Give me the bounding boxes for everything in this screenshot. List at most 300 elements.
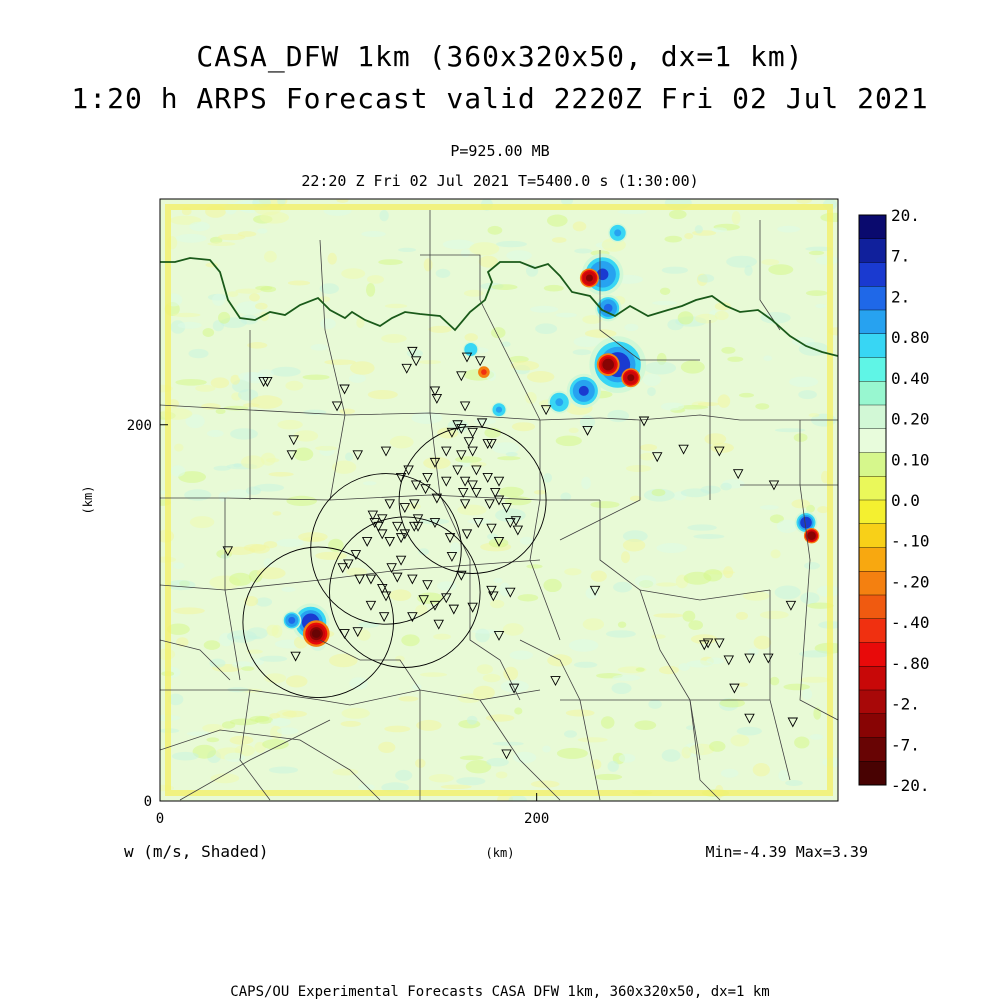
field-speckle [806, 290, 828, 296]
field-speckle [503, 623, 524, 636]
field-speckle [681, 360, 705, 373]
field-speckle [173, 562, 184, 569]
field-speckle [556, 436, 582, 447]
field-speckle [230, 428, 258, 439]
field-speckle [794, 433, 808, 442]
field-speckle [269, 767, 298, 774]
colorbar-label: 0.0 [891, 491, 920, 510]
field-speckle [214, 466, 231, 471]
field-speckle [659, 666, 679, 674]
field-speckle [755, 403, 769, 409]
colorbar-swatch [859, 761, 886, 785]
field-speckle [731, 735, 750, 747]
field-speckle [736, 612, 748, 620]
field-speckle [542, 746, 550, 753]
x-axis-label: (km) [485, 846, 515, 860]
field-speckle [754, 636, 772, 650]
field-speckle [623, 539, 645, 552]
field-speckle [506, 452, 518, 457]
updraft-cell [478, 366, 490, 378]
field-speckle [398, 696, 418, 701]
field-speckle [564, 730, 577, 737]
field-speckle [574, 336, 601, 347]
field-speckle [778, 770, 788, 781]
field-speckle [526, 564, 542, 568]
field-speckle [184, 489, 211, 500]
field-speckle [619, 754, 636, 763]
field-speckle [470, 242, 500, 255]
field-speckle [626, 465, 652, 472]
field-speckle [320, 318, 336, 329]
field-speckle [815, 304, 826, 308]
cell-contour [481, 369, 487, 375]
field-speckle [687, 524, 716, 530]
field-speckle [513, 752, 536, 763]
cell-contour [586, 275, 593, 282]
field-speckle [460, 755, 484, 760]
field-speckle [202, 724, 224, 732]
field-speckle [154, 557, 176, 563]
field-speckle [457, 505, 486, 516]
field-speckle [337, 197, 349, 203]
field-speckle [739, 393, 754, 398]
colorbar-label: -2. [891, 694, 920, 714]
field-speckle [601, 716, 615, 728]
colorbar-swatch [859, 571, 886, 595]
field-speckle [398, 248, 416, 252]
field-speckle [433, 634, 451, 640]
field-speckle [656, 543, 687, 553]
colorbar-swatch [859, 500, 886, 524]
field-speckle [809, 251, 824, 255]
field-speckle [390, 436, 414, 449]
cell-contour [627, 374, 634, 381]
field-speckle [656, 582, 677, 586]
field-speckle [285, 381, 303, 391]
field-speckle [267, 625, 279, 636]
field-speckle [366, 283, 375, 297]
colorbar-swatch [859, 666, 886, 690]
field-speckle [810, 734, 823, 740]
field-speckle [506, 250, 532, 261]
field-speckle [468, 519, 492, 524]
field-speckle [464, 290, 484, 297]
field-speckle [709, 741, 725, 752]
field-speckle [693, 534, 724, 539]
field-speckle [261, 453, 276, 466]
field-speckle [753, 763, 770, 776]
field-speckle [368, 390, 398, 399]
field-speckle [282, 711, 307, 718]
field-speckle [250, 716, 270, 722]
field-speckle [254, 484, 284, 492]
updraft-cell [282, 611, 301, 630]
field-speckle [556, 313, 577, 318]
field-speckle [401, 634, 419, 646]
field-speckle [230, 736, 254, 745]
field-speckle [636, 668, 645, 672]
footer-credit: CAPS/OU Experimental Forecasts CASA DFW 1km, 360x320x50, dx=1 km [230, 984, 770, 1000]
field-speckle [465, 333, 478, 341]
field-speckle [723, 566, 733, 578]
field-speckle [651, 634, 665, 639]
colorbar-swatch [859, 381, 886, 405]
field-speckle [569, 428, 579, 433]
field-speckle [591, 571, 607, 582]
field-speckle [695, 314, 718, 324]
field-speckle [738, 683, 748, 687]
field-speckle [218, 492, 227, 502]
field-speckle [564, 568, 581, 575]
colorbar-swatch [859, 453, 886, 477]
x-tick-label: 0 [155, 811, 165, 827]
field-speckle [698, 402, 719, 406]
field-speckle [486, 758, 508, 767]
field-speckle [512, 422, 535, 431]
y-tick-label: 200 [126, 417, 152, 434]
field-speckle [510, 651, 534, 660]
field-speckle [201, 403, 221, 410]
field-speckle [497, 456, 520, 460]
field-speckle [648, 700, 661, 709]
cell-contour [802, 519, 810, 527]
field-speckle [173, 313, 201, 317]
field-speckle [547, 215, 568, 227]
field-speckle [613, 582, 632, 593]
field-speckle [175, 379, 206, 386]
colorbar-label: 7. [891, 246, 911, 266]
colorbar-swatch [859, 690, 886, 714]
field-speckle [271, 718, 291, 727]
field-speckle [483, 674, 501, 683]
field-speckle [800, 592, 819, 604]
field-speckle [652, 489, 666, 496]
field-speckle [566, 710, 595, 717]
field-speckle [608, 761, 619, 772]
field-speckle [761, 259, 779, 265]
field-speckle [718, 394, 731, 407]
field-speckle [173, 607, 205, 614]
field-speckle [328, 539, 344, 552]
field-speckle [315, 446, 337, 451]
field-speckle [455, 456, 482, 463]
colorbar-swatch [859, 524, 886, 548]
field-speckle [258, 369, 274, 378]
y-axis-label: (km) [81, 485, 95, 515]
variable-label: w (m/s, Shaded) [124, 842, 269, 861]
field-speckle [785, 780, 803, 786]
field-speckle [760, 505, 779, 510]
field-speckle [503, 667, 518, 681]
field-speckle [595, 774, 623, 780]
field-speckle [737, 727, 762, 736]
min-max-label: Min=-4.39 Max=3.39 [705, 843, 868, 861]
field-speckle [211, 773, 240, 783]
colorbar-label: -20. [891, 776, 930, 795]
field-speckle [732, 211, 741, 224]
cell-contour [604, 361, 612, 369]
field-speckle [618, 622, 626, 628]
field-speckle [272, 511, 281, 515]
field-speckle [527, 371, 554, 383]
field-speckle [720, 483, 731, 491]
field-speckle [489, 538, 509, 547]
field-speckle [443, 240, 474, 250]
field-speckle [378, 259, 402, 265]
field-speckle [543, 579, 561, 592]
field-speckle [269, 713, 280, 719]
field-speckle [726, 256, 757, 268]
field-speckle [329, 654, 358, 668]
chart-title-line-2: 1:20 h ARPS Forecast valid 2220Z Fri 02 Jul 2021 [71, 82, 929, 115]
field-speckle [264, 251, 277, 263]
field-speckle [174, 444, 183, 452]
field-speckle [635, 575, 656, 587]
field-speckle [770, 677, 780, 686]
field-speckle [552, 237, 567, 243]
x-tick-label: 200 [524, 811, 550, 827]
field-speckle [429, 326, 452, 333]
field-speckle [492, 442, 519, 454]
colorbar-swatch [859, 358, 886, 382]
field-speckle [660, 288, 670, 295]
cell-contour [288, 617, 295, 624]
field-speckle [643, 374, 661, 386]
field-speckle [262, 739, 289, 749]
colorbar-swatch [859, 595, 886, 619]
field-speckle [569, 639, 599, 652]
cell-contour [579, 386, 589, 396]
field-speckle [634, 720, 656, 730]
field-speckle [701, 486, 721, 494]
colorbar-swatch [859, 714, 886, 738]
field-speckle [277, 420, 302, 430]
field-speckle [176, 234, 207, 243]
field-speckle [645, 362, 676, 375]
field-speckle [311, 344, 328, 351]
updraft-cell [608, 223, 627, 242]
colorbar-label: -.20 [891, 572, 930, 592]
field-speckle [238, 231, 257, 237]
field-speckle [461, 249, 470, 257]
field-speckle [441, 785, 472, 789]
field-speckle [379, 210, 388, 221]
field-speckle [420, 672, 447, 677]
colorbar-swatch [859, 643, 886, 667]
field-speckle [535, 323, 557, 334]
field-speckle [794, 737, 809, 749]
cell-contour [809, 533, 815, 539]
field-speckle [583, 618, 604, 630]
cell-contour [496, 407, 502, 413]
field-speckle [768, 264, 793, 275]
colorbar-label: -.10 [891, 531, 930, 551]
field-speckle [688, 620, 703, 630]
field-speckle [640, 444, 657, 451]
colorbar-swatch [859, 310, 886, 334]
pressure-level-label: P=925.00 MB [450, 142, 550, 160]
field-speckle [247, 627, 268, 639]
field-speckle [269, 472, 294, 477]
field-speckle [771, 549, 781, 558]
field-speckle [189, 349, 209, 358]
field-speckle [203, 328, 215, 337]
field-speckle [561, 194, 573, 206]
field-speckle [665, 236, 683, 243]
field-speckle [743, 591, 770, 600]
colorbar-label: 2. [891, 287, 911, 307]
field-speckle [706, 658, 724, 665]
field-speckle [212, 294, 225, 306]
cell-contour [614, 229, 621, 236]
field-speckle [662, 749, 681, 762]
field-speckle [342, 708, 370, 719]
field-speckle [429, 774, 454, 782]
field-speckle [259, 656, 287, 662]
field-speckle [792, 499, 811, 508]
field-speckle [543, 473, 552, 483]
colorbar-label: 0.80 [891, 328, 930, 348]
field-speckle [204, 640, 220, 650]
field-speckle [350, 361, 375, 375]
field-speckle [294, 448, 314, 461]
field-speckle [210, 659, 226, 668]
field-speckle [415, 605, 427, 616]
field-speckle [367, 275, 384, 284]
colorbar-swatch [859, 286, 886, 310]
updraft-cell [595, 295, 622, 322]
field-speckle [218, 312, 230, 324]
field-speckle [281, 587, 295, 592]
field-speckle [339, 409, 355, 415]
field-speckle [775, 586, 801, 600]
colorbar [859, 206, 930, 795]
field-speckle [704, 433, 726, 445]
field-speckle [249, 293, 260, 301]
field-speckle [436, 269, 451, 278]
colorbar-label: 0.20 [891, 409, 930, 429]
field-speckle [195, 385, 215, 392]
colorbar-swatch [859, 548, 886, 572]
field-speckle [390, 589, 412, 601]
valid-time-label: 22:20 Z Fri 02 Jul 2021 T=5400.0 s (1:30:00) [301, 172, 699, 190]
field-speckle [490, 600, 504, 609]
field-speckle [349, 677, 367, 689]
field-speckle [573, 349, 592, 355]
field-speckle [324, 359, 356, 365]
updraft-cell [548, 391, 571, 414]
field-speckle [607, 410, 629, 422]
field-speckle [798, 390, 817, 399]
field-speckle [424, 258, 433, 271]
field-speckle [544, 285, 564, 292]
colorbar-swatch [859, 429, 886, 453]
field-speckle [378, 742, 395, 753]
cell-contour [555, 398, 563, 406]
field-speckle [647, 387, 656, 396]
colorbar-label: 0.10 [891, 450, 930, 470]
field-speckle [385, 304, 407, 308]
field-speckle [264, 541, 278, 548]
field-speckle [760, 611, 789, 619]
field-speckle [499, 487, 524, 497]
field-speckle [612, 675, 640, 681]
field-speckle [520, 537, 533, 545]
field-speckle [495, 508, 526, 522]
colorbar-swatch [859, 263, 886, 287]
field-speckle [233, 463, 241, 467]
field-speckle [315, 552, 347, 560]
field-speckle [277, 539, 304, 547]
colorbar-swatch [859, 405, 886, 429]
field-speckle [669, 210, 687, 219]
colorbar-label: 20. [891, 206, 920, 225]
field-speckle [277, 727, 299, 734]
field-speckle [573, 221, 587, 231]
field-speckle [557, 748, 588, 759]
field-speckle [590, 501, 619, 508]
field-speckle [653, 613, 683, 618]
field-speckle [760, 312, 790, 324]
field-speckle [578, 737, 608, 742]
field-speckle [777, 226, 800, 233]
field-speckle [606, 630, 636, 637]
updraft-cell [491, 402, 506, 417]
colorbar-swatch [859, 476, 886, 500]
field-speckle [255, 303, 268, 310]
field-speckle [395, 656, 405, 662]
field-speckle [381, 334, 407, 343]
field-speckle [477, 664, 493, 674]
field-speckle [712, 227, 727, 232]
field-speckle [618, 210, 647, 214]
field-speckle [384, 726, 410, 733]
field-speckle [341, 721, 361, 727]
field-speckle [286, 496, 317, 506]
field-speckle [298, 532, 328, 542]
updraft-cell [580, 269, 599, 288]
colorbar-label: -.40 [891, 613, 930, 633]
field-speckle [271, 367, 301, 377]
chart-title-line-1: CASA_DFW 1km (360x320x50, dx=1 km) [196, 40, 804, 73]
field-speckle [796, 197, 812, 204]
field-speckle [189, 222, 209, 232]
field-speckle [363, 481, 377, 485]
field-speckle [286, 675, 308, 687]
field-speckle [206, 737, 219, 742]
field-speckle [171, 465, 186, 476]
field-speckle [574, 249, 592, 254]
field-speckle [358, 630, 371, 641]
colorbar-swatch [859, 619, 886, 643]
field-speckle [695, 225, 703, 233]
field-speckle [467, 716, 478, 725]
field-speckle [255, 286, 272, 291]
field-speckle [496, 772, 508, 779]
field-speckle [244, 544, 266, 552]
field-speckle [224, 753, 245, 762]
field-speckle [715, 311, 729, 320]
field-speckle [683, 611, 696, 622]
field-speckle [207, 430, 224, 437]
field-speckle [802, 689, 812, 700]
field-speckle [241, 666, 254, 671]
updraft-cell [597, 353, 620, 376]
field-speckle [190, 516, 214, 528]
field-speckle [640, 453, 655, 461]
field-speckle [721, 769, 739, 778]
field-speckle [303, 375, 330, 380]
